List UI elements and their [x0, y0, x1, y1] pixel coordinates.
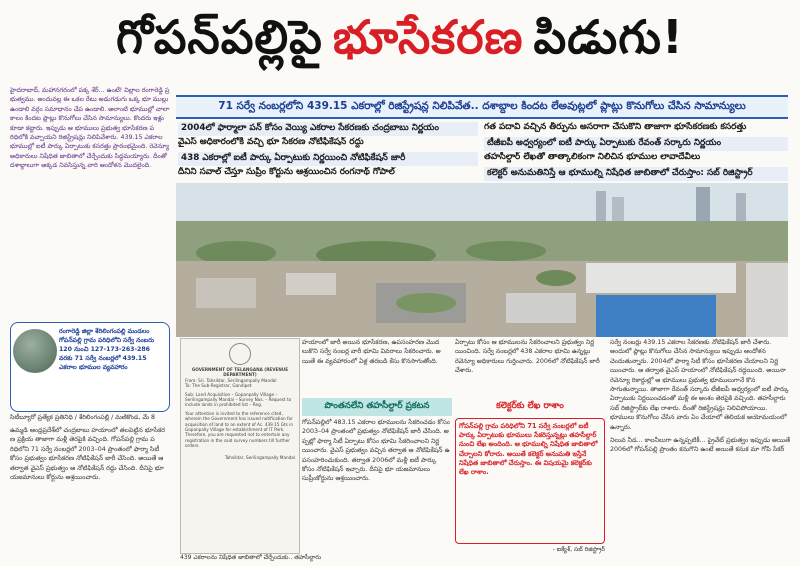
highlight-row4-right: కలెక్టర్ అనుమతినిస్తే ఆ భూముల్ని నిషేధిత జాబితాలో చేరుస్తాం: సబ్ రిజిస్ట్రార్ [484, 167, 788, 181]
bullet-box [10, 322, 170, 412]
byline: సిటీబ్యూరో ప్రత్యేక ప్రతినిధి / శేరిలింగంపల్లి / మణికొండ, మే 8 [10, 414, 155, 421]
highlight-row2-left: వైఎస్ అధికారంలోకి వచ్చి భూ సేకరణ నోటిఫికేషన్ రద్దు [178, 137, 364, 147]
bullet-photo [13, 329, 57, 373]
section-heading-tahsildar: పొంతనలేని తహసీల్దార్ ప్రకటన [302, 398, 452, 416]
letter-sign: Tahsildar, Serilingampally Mandal [224, 454, 295, 460]
letter-body: Your attention is invited to the reference cited, wherein the Government has issued notification for acquisition of land to an extent of Ac. 439.15 Gts in Gopanpally Village for establishment of IT Park. Therefore, you are requested not to entertain any registration in the said survey numbers till further orders. [185, 410, 294, 449]
middle-col3 [610, 338, 792, 558]
highlight-row3-right: తహసీల్దార్ లేఖతో తాత్కాలికంగా నిలిచిన భూముల లావాదేవీలు [484, 152, 701, 162]
middle-col3-footer: నిలువ నీడ... కాలనీలుగా ఉన్నప్పటికీ... ప్రైవేట్ ప్రభుత్వం ఇప్పుడు అయితే 2006లో గోపన్‌పల్లి ప్రాంతం కనుగొని ఉంటే అయితే కనుక మా గోపి సేకర్ [610, 437, 791, 454]
middle-col2-top: ఏర్పాటు కోసం ఆ భూములను సేకరించాలని ప్రభుత్వం నిర్ణయించింది. సర్వే నంబర్లలో 438 ఎకరాల భూమి ఉన్నట్లు రెవెన్యూ అధికారులు గుర్తించారు. 2006లో నోటిఫికేషన్ జారీ చేశారు. [455, 339, 600, 375]
middle-col3-text: సర్వే నంబర్లు 439.15 ఎకరాల సేకరణకు నోటిఫికేషన్ జారీ చేశారు. అందులో ప్లాట్లు కొనుగోలు చేసిన సామాన్యులు ఇప్పుడు ఆందోళన చెందుతున్నారు. 2004లో ఫార్మా సిటీ కోసం భూసేకరణ చేయాలని నిర్ణయించారు. ఆ తర్వాత వైఎస్ హయాంలో నోటిఫికేషన్ రద్దయింది. అయినా రెవెన్యూ రికార్డుల్లో ఆ భూములు ప్రభుత్వ భూములుగానే కొనసాగుతున్నాయి. తాజాగా రేవంత్ సర్కారు టీజీఐపీ ఆధ్వర్యంలో ఐటీ పార్కు ఏర్పాటుకు నిర్ణయించడంతో మళ్లీ ఈ అంశం తెరపైకి వచ్చింది. తహసీల్దారు సబ్ రిజిస్ట్రార్‌కు లేఖ రాశారు. దీంతో రిజిస్ట్రేషన్లు నిలిచిపోయాయి. భూములు కొనుగోలు చేసిన వారు ఏం చేయాలో తెలియక అయోమయంలో ఉన్నారు. [610, 339, 789, 431]
tahsildar-letter [180, 338, 300, 554]
highlight-row1-left: 2004లో ఫార్మాలా పన్ కోసం వెయ్యి ఎకరాల సేకరణకు చంద్రబాబు నిర్ణయం [178, 122, 478, 136]
highlight-row4-left: దీనిని సవాల్ చేస్తూ సుప్రీం కోర్టును ఆశ్రయించిన రంగనాథ్ గోపాల్ [178, 167, 395, 177]
section-heading-collector: కలెక్టర్‌కు లేఖ రాశాం [496, 401, 564, 411]
letter-title: GOVERNMENT OF TELANGANA (REVENUE DEPARTMENT) [191, 367, 289, 378]
aerial-photo [176, 183, 788, 337]
headline-part2: భూసేకరణ [332, 10, 524, 64]
left-column-body: ఉమ్మడి ఆంధ్రప్రదేశ్‌లో చంద్రబాబు హయాంలో తలపెట్టిన భూసేకరణ ప్రక్రియ తాజాగా మళ్లీ తెరపైకి వచ్చింది. గోపన్‌పల్లి గ్రామ పరిధిలోని 71 సర్వే నంబర్లలో 2003–04 ప్రాంతంలో ఫార్మా సిటీ కోసం ప్రభుత్వం భూసేకరణ నోటిఫికేషన్ జారీ చేసింది. అయితే ఆ తర్వాత వైఎస్ ప్రభుత్వం ఆ నోటిఫికేషన్ రద్దు చేసింది. దీనిపై భూ యజమానులు కోర్టును ఆశ్రయించారు. [10, 427, 166, 482]
letter-subject: Sub: Land Acquisition – Gopanpally Village – Serilingampally Mandal – Survey Nos. – Request to include lands in prohibited list – Reg. [185, 391, 292, 408]
highlight-row1-right: గత పదావి వచ్చిన తీర్పును అసరాగా చేసుకొని తాజాగా భూసేకరణకు కసరత్తు [484, 122, 747, 132]
headline [0, 0, 800, 86]
registrar-quote: గోపన్‌పల్లి గ్రామ పరిధిలోని 71 సర్వే నంబర్లలో ఐటీ పార్కు ఏర్పాటుకు భూములు సేకరిస్తున్నట్లు తహసీల్దార్ నుంచి లేఖ అందింది. ఆ భూముల్ని నిషేధిత జాబితాలో చేర్చాలని కోరారు. అయితే కలెక్టర్ అనుమతి ఇస్తేనే నిషేధిత జాబితాలో చేరుస్తాం. ఈ విషయమై కలెక్టర్‌కు లేఖ రాశాం. [455, 418, 605, 544]
letter-from: From: Sri. Tahsildar, Serilingampally Mandal [185, 377, 277, 383]
registrar-quote-signature: - ఐక్యేశ్, సబ్ రిజిస్ట్రార్ [552, 546, 605, 553]
photo-caption: 439 ఎకరాలను నిషేధిత జాబితాలో చేర్చేందుకు.. తహసీల్దారు [180, 554, 322, 561]
headline-part3: పిడుగు! [533, 10, 684, 64]
subhead: 71 సర్వే నంబర్లలోని 439.15 ఎకరాల్లో రిజిస్ట్రేషన్ల నిలిపివేత.. దశాబ్దాల కిందట లేఅవుట్లలో ప్లాట్లు కొనుగోలు చేసిన సామాన్యులు [176, 95, 788, 119]
middle-col1-body: గోపన్‌పల్లిలో 483.15 ఎకరాల భూములను సేకరించడం కోసం 2003–04 ప్రాంతంలో ప్రభుత్వం నోటిఫికేషన్ జారీ చేసింది. అప్పట్లో ఫార్మా సిటీ ఏర్పాటు కోసం భూమి సేకరించాలని నిర్ణయించారు. వైఎస్ ప్రభుత్వం వచ్చిన తర్వాత ఆ నోటిఫికేషన్ ఉపసంహరించుకుంది. తర్వాత 2006లో మళ్లీ ఐటీ పార్కు కోసం నోటిఫికేషన్ ఇచ్చారు. దీనిపై భూ యజమానులు సుప్రీంకోర్టును ఆశ్రయించారు. [302, 419, 450, 483]
headline-part1: గోపన్‌పల్లిపై [116, 10, 323, 64]
bullet-text: రంగారెడ్డి జిల్లా శేరిలింగంపల్లి మండలం గోపన్‌పల్లి గ్రామ పరిధిలోని సర్వే నంబరు 120 నుంచి 127-173-263-286 వరకు 71 సర్వే నంబర్లలో 439.15 ఎకరాల భూముల వ్యవహారం [59, 328, 155, 371]
highlight-row2-right: టీజీఐపీ అధ్వర్యంలో ఐటీ పార్కు ఏర్పాటుకు రేవంత్ సర్కారు నిర్ణయం [484, 137, 788, 151]
middle-col1-top: హయాంలో జారీ అయిన భూసేకరణ, ఉపసంహరణ మొదలుకొని సర్వే నంబర్ల వారీ భూమి వివరాలు సేకరించారు. అయితే ఈ వ్యవహారంలో ఏళ్ల తరబడి కేసు కొనసాగుతోంది. [302, 339, 441, 365]
letter-to: To: The Sub-Registrar, Gandipet [185, 383, 252, 389]
aerial-photo-illustration [176, 183, 788, 337]
left-column-intro: హైదరాబాద్, మహానగరంలో పక్క శేర్... ఉంటే! విల్లాల రంగారెడ్డి ప్రభుత్వము. అందువల్ల ఈ ఒకల రేటు అడుగడుగు ఒక్క భూ ముల్లు ఉండాలి వర్గం సమాధానం చేప ఉండాలి. అలాంటి భూముల్లో చాలా కాలం కిందట ప్లాట్లు కొనుగోలు చేసిన సామాన్యులు. కొందరు ఇళ్లు కూడా కట్టారు. ఇప్పుడు ఆ భూములు ప్రభుత్వ భూసేకరణ పరిధిలోకి వచ్చాయని రిజిస్ట్రేషన్లు నిలిపివేశారు. 439.15 ఎకరాల భూముల్లో ఐటీ పార్కు ఏర్పాటుకు కసరత్తు ప్రారంభమైంది. రెవెన్యూ అధికారులు నిషేధిత జాబితాలో చేర్చేందుకు సిద్ధమయ్యారు. దీంతో దశాబ్దాలుగా అక్కడ నివసిస్తున్న వారి ఆందోళన మొదలైంది. [10, 87, 170, 170]
highlight-row3-left: 438 ఎకరాల్లో ఐటీ పార్కు ఏర్పాటుకు నిర్ణయించి నోటిఫికేషన్ జారీ [178, 152, 478, 166]
government-seal [229, 343, 251, 365]
